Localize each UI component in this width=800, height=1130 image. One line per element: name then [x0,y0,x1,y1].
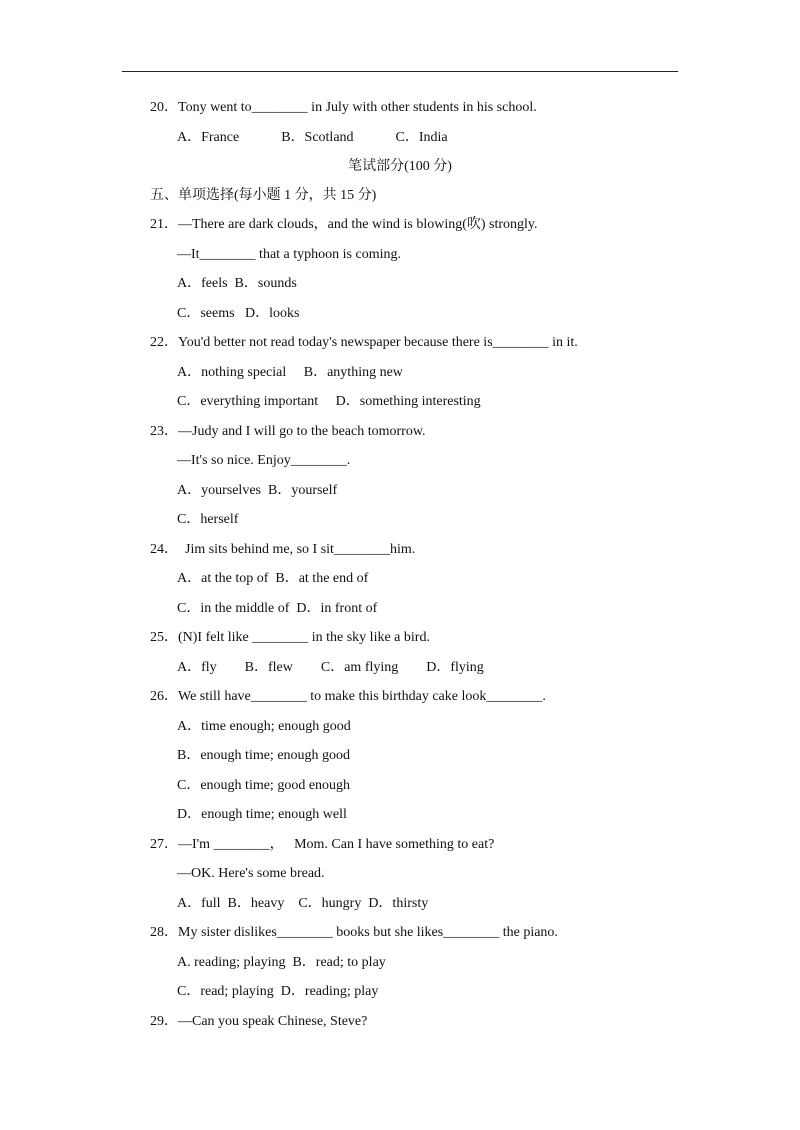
question-21-options-cd: C．seems D．looks [177,306,300,321]
question-21-response: —It________ that a typhoon is coming. [177,247,401,262]
question-26-option-c: C．enough time; good enough [177,778,351,793]
header-rule [122,71,678,72]
question-23-options-ab: A．yourselves B．yourself [177,483,338,498]
question-26-option-a: A．time enough; enough good [177,719,351,734]
question-23-options-c: C．herself [177,512,239,527]
question-21-options-ab: A．feels B．sounds [177,276,297,291]
question-22-options-cd: C．everything important D．something interesting [177,394,481,409]
question-26: 26．We still have________ to make this birthday cake look________. [150,689,546,704]
question-23-response: —It's so nice. Enjoy________. [177,453,351,468]
question-25: 25．(N)I felt like ________ in the sky like a bird. [150,630,430,645]
question-26-option-b: B．enough time; enough good [177,748,351,763]
question-20-options: A．France B．Scotland C．India [177,130,448,145]
question-28-options-cd: C．read; playing D．reading; play [177,984,379,999]
question-27-options: A．full B．heavy C．hungry D．thirsty [177,896,429,911]
question-28: 28．My sister dislikes________ books but she likes________ the piano. [150,925,558,940]
part-five-heading: 五、单项选择(每小题 1 分，共 15 分) [150,188,377,203]
question-22: 22．You'd better not read today's newspaper because there is________ in it. [150,335,578,350]
question-20: 20．Tony went to________ in July with other students in his school. [150,100,537,115]
question-24-options-cd: C．in the middle of D．in front of [177,601,378,616]
question-27: 27．—I'm ________， Mom. Can I have something to eat? [150,837,495,852]
question-24-options-ab: A．at the top of B．at the end of [177,571,369,586]
section-heading-written: 笔试部分(100 分) [348,159,452,174]
question-27-response: —OK. Here's some bread. [177,866,325,881]
question-21: 21．—There are dark clouds，and the wind is blowing(吹) strongly. [150,217,538,232]
question-24: 24． Jim sits behind me, so I sit________him. [150,542,416,557]
question-22-options-ab: A．nothing special B．anything new [177,365,403,380]
question-29: 29．—Can you speak Chinese, Steve? [150,1014,368,1029]
question-25-options: A．fly B．flew C．am flying D．flying [177,660,484,675]
question-23: 23．—Judy and I will go to the beach tomorrow. [150,424,426,439]
question-28-options-ab: A. reading; playing B．read; to play [177,955,386,970]
question-26-option-d: D．enough time; enough well [177,807,347,822]
